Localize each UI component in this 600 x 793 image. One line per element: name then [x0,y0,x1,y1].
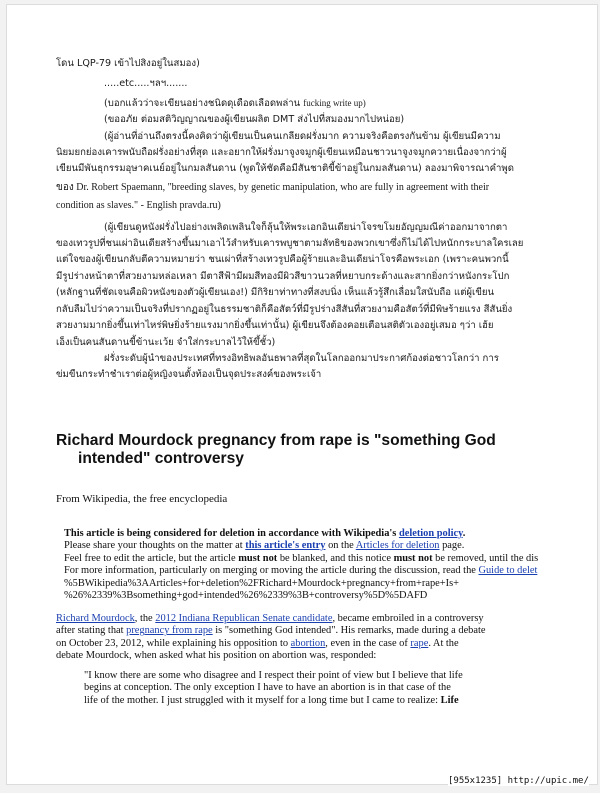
thai-line: .....etc.....ฯลฯ....... [104,78,188,90]
quote-emphasis: Life [440,694,459,706]
thai-line: กลับลืมไปว่าความเป็นจริงที่ปรากฏอยู่ในธรรมชาติก็คือสัตว์ที่มีรูปร่างสีสันที่สวยงามคือสัตว์ที่มีพิษร้ายแรง สีสันยิ่ง [56,303,513,315]
body-text: after stating that [56,625,124,637]
body-text: on October 23, 2012, while explaining his opposition to [56,637,289,649]
thai-line: condition as slaves." - English pravda.ru) [56,200,221,212]
body-text: , became embroiled in a controversy [332,613,484,624]
thai-line [56,96,586,111]
notice-text: on the [328,540,354,552]
body-text: , even in the case of [325,637,408,649]
deletion-policy-link[interactable]: deletion policy [398,528,463,539]
articles-for-deletion-link[interactable]: Articles for deletion [355,540,440,552]
article-body [56,613,600,663]
article-source: From Wikipedia, the free encyclopedia [56,493,228,505]
deletion-notice [64,528,600,602]
thai-line: ข่มขืนกระทำชำเราต่อผู้หญิงจนตั้งท้องเป็นจุดประสงค์ของพระเจ้า [56,369,322,381]
notice-text: For more information, particularly on merging or moving the article during the discussion, read the [64,565,476,577]
article-title [56,432,526,468]
title-line: Richard Mourdock pregnancy from rape is "something God [56,432,496,449]
thai-line: สวยงามมากยิ่งขึ้นเท่าไหร่พิษยิ่งร้ายแรงมากยิ่งขึ้นเท่านั้น) ผู้เขียนจึงต้องคอยเตือนสติตัวเองอยู่เสมอ ๆว่า เฮ้ย [56,320,494,332]
rape-link[interactable]: rape [410,637,429,649]
body-line: debate Mourdock, when asked what his position on abortion was, responded: [56,650,377,662]
senate-candidate-link[interactable]: 2012 Indiana Republican Senate candidate [155,613,333,624]
thai-line: ฝรั่งระดับผู้นำของประเทศที่ทรงอิทธิพลอันธพาลที่สุดในโลกออกมาประกาศก้องต่อชาวโลกว่า การ [104,352,499,364]
abortion-link[interactable]: abortion [290,637,326,649]
thai-line: มีรูปร่างหน้าตาที่สวยงามหล่อเหลา มีตาสีฟ้ามีผมสีทองมีผิวสีขาวนวลที่หยาบกระด้างและสากยิ่งกว่าหนังกระโปก [56,270,510,282]
body-text: is "something God intended". His remarks, made during a debate [215,625,486,637]
notice-url-line: %5BWikipedia%3AArticles+for+deletion%2FRichard+Mourdock+pregnancy+from+rape+Is+ [64,577,460,589]
article-entry-link[interactable]: this article's entry [245,540,326,552]
quote-text: life of the mother. I just struggled with it myself for a long time but I came to realize: [84,694,439,706]
notice-line [64,565,600,577]
notice-text: page. [442,540,465,552]
quote-line [84,695,600,707]
notice-text: Feel free to edit the article, but the article [64,552,236,564]
thai-line: ของเทวรูปที่ชนเผ่าอินเดียสร้างขึ้นมาเอาไว้สำหรับเคารพบูชาตามลัทธิของพวกเขาซึ่งก็ไม่ได้ไปหนักกระบาลใครเลย [56,238,524,250]
thai-line: (หลักฐานที่ชัดเจนคือผิวหนังของตัวผู้เขียนเอง!) มีกิริยาท่าทางที่สงบนิ่ง เห็นแล้วรู้สึกเลื่อมใสนับถือ แต่ผู้เขียน [56,287,495,299]
host-url[interactable]: http://upic.me/ [507,776,589,786]
thai-line: เขียนมีพันธุกรรมอุษาคเนย์อยู่ในกมลสันดาน (พูดให้ชัดคือมีสันชาติขี้ข้าอยู่ในกมลสันดาน) ลองมาพิจารณาคำพูด [56,163,514,175]
notice-url-line: %26%2339%3Bsomething+god+intended%26%2339%3B+controversy%5D%5DAFD [64,590,428,602]
thai-line: นิยมยกย่องเคารพนับถือฝรั่งอย่างที่สุด และอยากให้ฝรั่งมาจูงจมูกผู้เขียนเหมือนชาวนาจูงจมูกควายเนื่องจากว่าผู้ [56,147,507,159]
notice-line [64,540,600,552]
notice-emphasis: must not [238,552,278,564]
body-line [56,638,600,650]
quote-line: "I know there are some who disagree and I respect their point of view but I believe that life [84,670,463,681]
notice-text: be removed, until the dis [435,552,539,564]
notice-emphasis: must not [393,552,433,564]
thai-line: (ขออภัย ต่อมสติวิญญาณของผู้เขียนผลิต DMT ส่งไปที่สมองมากไปหน่อย) [104,114,405,126]
notice-text: Please share your thoughts on the matter at [64,540,243,552]
thai-line: ของ Dr. Robert Spaemann, "breeding slaves, by genetic manipulation, who are fully in agreement with their [56,181,490,193]
body-line [56,625,600,637]
body-text: , the [134,613,153,624]
thai-text: (บอกแล้วว่าจะเขียนอย่างชนิดดุเดือดเลือดพล่าน [104,97,301,109]
guide-to-deletion-link[interactable]: Guide to delet [478,565,538,577]
notice-line [64,528,600,540]
body-text: . At the [428,637,459,649]
quote-block [84,670,600,707]
english-text: fucking write up) [303,97,366,108]
title-line: intended" controversy [78,450,244,467]
thai-line: เอ็งเป็นคนสันดานขี้ข้านะเว้ย จำใส่กระบาลไว้ให้ขึ้ชั้ว) [56,336,276,348]
notice-period: . [462,528,466,539]
image-host-footer [448,776,589,786]
image-size-label: [955x1235] [448,776,503,786]
notice-text: be blanked, and this notice [279,552,391,564]
richard-mourdock-link[interactable]: Richard Mourdock [56,613,135,624]
thai-text-block [56,56,586,383]
notice-heading: This article is being considered for deletion in accordance with Wikipedia's [64,528,397,539]
quote-line: begins at conception. The only exception I have to have an abortion is in that case of the [84,682,451,694]
pregnancy-from-rape-link[interactable]: pregnancy from rape [126,625,213,637]
thai-line: แต่ใจของผู้เขียนกลับตีความหมายว่า ชนเผ่าที่สร้างเทวรูปคือผู้ร้ายและอินเดียน่าโจรคือพระเอก (เพราะคนพวกนี้ [56,254,509,266]
thai-line: (ผู้เขียนดูหนังฝรั่งไปอย่างเพลิดเพลินใจก็ลุ้นให้พระเอกอินเดียน่าโจรขโมยอัญญมณีค่าออกมาจากตา [104,221,508,233]
body-line [56,613,600,625]
notice-line [64,553,600,565]
thai-line: โดน LQP-79 เข้าไปสิงอยู่ในสมอง) [56,58,200,69]
thai-line: (ผู้อ่านที่อ่านถึงตรงนี้คงคิดว่าผู้เขียนเป็นคนเกลียดฝรั่งมาก ความจริงคือตรงกันข้าม ผู้เขียนมีความ [104,130,501,142]
